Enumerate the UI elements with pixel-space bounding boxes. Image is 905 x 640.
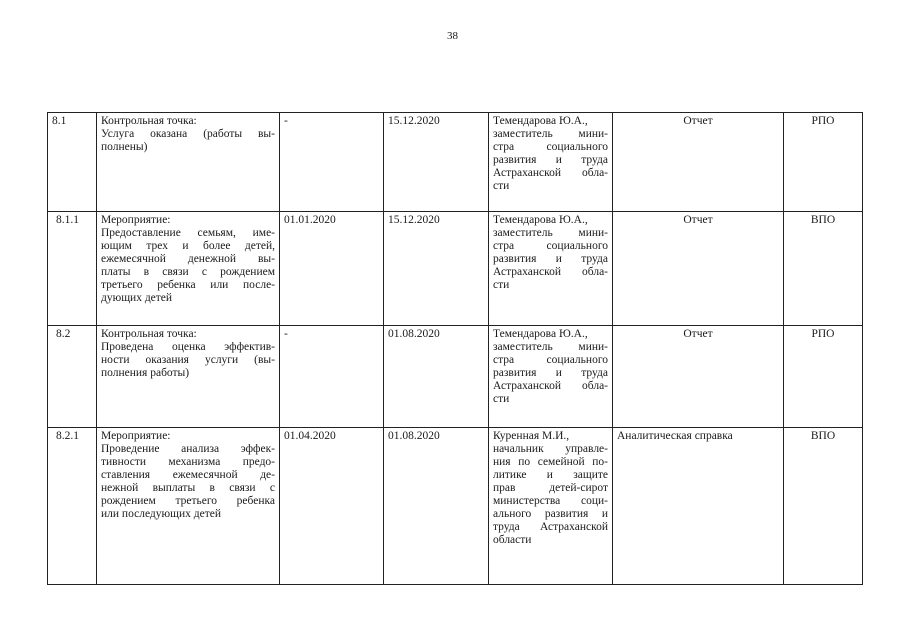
document-type: Отчет <box>613 113 784 212</box>
control-type: РПО <box>784 113 863 212</box>
responsible-line: Астраханской обла- <box>493 266 608 278</box>
activity-cell <box>97 326 280 428</box>
responsible-line: литике и защите <box>493 469 608 481</box>
responsible-line: развития и труда <box>493 367 608 379</box>
activity-line: дующих детей <box>101 292 173 304</box>
document-type: Отчет <box>613 212 784 326</box>
control-type: РПО <box>784 326 863 428</box>
responsible-line: ния по семейной по- <box>493 456 608 468</box>
responsible-line: заместитель мини- <box>493 128 608 140</box>
activity-title: Мероприятие: <box>101 214 171 226</box>
start-date: 01.01.2020 <box>280 212 384 326</box>
plan-table <box>47 112 863 585</box>
row-number: 8.2.1 <box>48 428 97 585</box>
end-date: 01.08.2020 <box>384 428 489 585</box>
activity-line: или последующих детей <box>101 508 221 520</box>
responsible-line: министерства соци- <box>493 495 608 507</box>
responsible-line: начальник управле- <box>493 443 608 455</box>
start-date: - <box>280 113 384 212</box>
responsible-line: сти <box>493 279 510 291</box>
end-date: 15.12.2020 <box>384 113 489 212</box>
responsible-line: заместитель мини- <box>493 341 608 353</box>
table-row <box>48 212 863 326</box>
activity-line: полнены) <box>101 141 148 153</box>
responsible-cell <box>489 212 613 326</box>
responsible-cell <box>489 326 613 428</box>
activity-line: Проведена оценка эффектив- <box>101 341 275 353</box>
document-type: Аналитическая справка <box>613 428 784 585</box>
table-row <box>48 428 863 585</box>
responsible-line: прав детей-сирот <box>493 482 608 494</box>
activity-line: Предоставление семьям, име- <box>101 227 275 239</box>
document-type: Отчет <box>613 326 784 428</box>
activity-title: Контрольная точка: <box>101 115 197 127</box>
activity-line: нежной выплаты в связи с <box>101 482 275 494</box>
end-date: 15.12.2020 <box>384 212 489 326</box>
activity-line: Проведение анализа эффек- <box>101 443 275 455</box>
activity-line: Услуга оказана (работы вы- <box>101 128 275 140</box>
activity-line: платы в связи с рождением <box>101 266 275 278</box>
activity-line: ющим трех и более детей, <box>101 240 275 252</box>
activity-line: ставления ежемесячной де- <box>101 469 275 481</box>
activity-cell <box>97 212 280 326</box>
start-date: - <box>280 326 384 428</box>
row-number: 8.1 <box>48 113 97 212</box>
activity-cell <box>97 428 280 585</box>
responsible-line: сти <box>493 180 510 192</box>
responsible-cell <box>489 428 613 585</box>
responsible-name: Темендарова Ю.А., <box>493 328 588 340</box>
responsible-line: стра социального <box>493 354 608 366</box>
responsible-line: стра социального <box>493 141 608 153</box>
responsible-name: Темендарова Ю.А., <box>493 214 588 226</box>
page-number: 38 <box>447 30 458 42</box>
activity-line: тивности механизма предо- <box>101 456 275 468</box>
responsible-line: стра социального <box>493 240 608 252</box>
responsible-cell <box>489 113 613 212</box>
activity-cell <box>97 113 280 212</box>
control-type: ВПО <box>784 428 863 585</box>
activity-line: ности оказания услуги (вы- <box>101 354 275 366</box>
responsible-line: Астраханской обла- <box>493 167 608 179</box>
responsible-line: заместитель мини- <box>493 227 608 239</box>
responsible-line: развития и труда <box>493 154 608 166</box>
responsible-name: Куренная М.И., <box>493 430 570 442</box>
responsible-line: труда Астраханской <box>493 521 608 533</box>
responsible-line: Астраханской обла- <box>493 380 608 392</box>
activity-line: ежемесячной денежной вы- <box>101 253 275 265</box>
responsible-line: ального развития и <box>493 508 608 520</box>
activity-line: рождением третьего ребенка <box>101 495 275 507</box>
activity-title: Контрольная точка: <box>101 328 197 340</box>
control-type: ВПО <box>784 212 863 326</box>
table-row <box>48 326 863 428</box>
activity-title: Мероприятие: <box>101 430 171 442</box>
row-number: 8.2 <box>48 326 97 428</box>
responsible-name: Темендарова Ю.А., <box>493 115 588 127</box>
activity-line: третьего ребенка или после- <box>101 279 275 291</box>
responsible-line: развития и труда <box>493 253 608 265</box>
end-date: 01.08.2020 <box>384 326 489 428</box>
start-date: 01.04.2020 <box>280 428 384 585</box>
responsible-line: области <box>493 534 532 546</box>
responsible-line: сти <box>493 393 510 405</box>
table-row <box>48 113 863 212</box>
activity-line: полнения работы) <box>101 367 190 379</box>
row-number: 8.1.1 <box>48 212 97 326</box>
